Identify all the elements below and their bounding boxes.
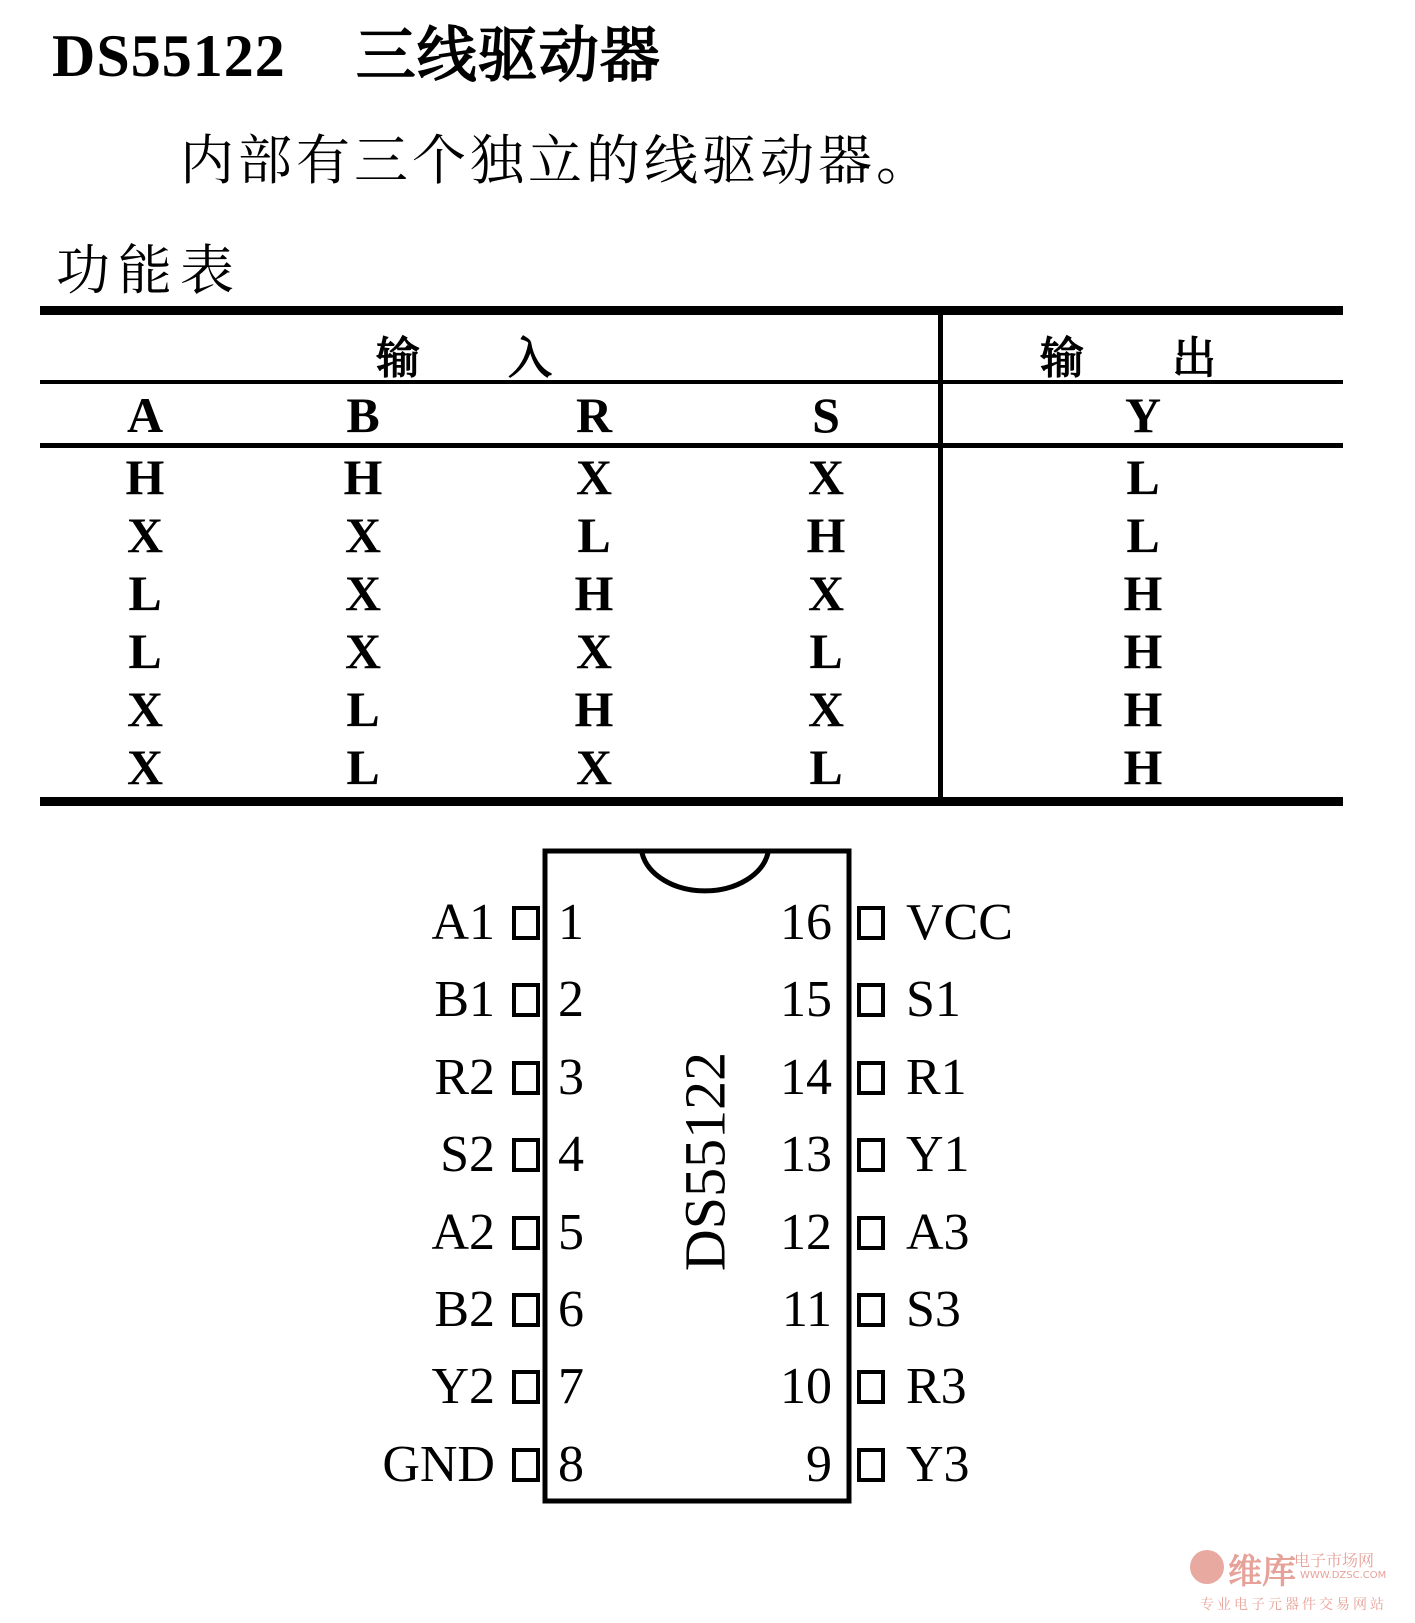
- pin-pad: [512, 1138, 540, 1172]
- pin-label: GND: [382, 1435, 495, 1493]
- table-cell: L: [346, 739, 380, 795]
- pin-label: S3: [906, 1281, 961, 1338]
- table-cell: H: [125, 449, 165, 505]
- pin-number: 14: [780, 1048, 832, 1106]
- table-cell: H: [1123, 623, 1163, 679]
- table-cell: X: [575, 739, 613, 795]
- table-cell: X: [344, 623, 382, 679]
- pin-label: A3: [906, 1203, 970, 1261]
- function-table-title: 功能表: [56, 239, 242, 302]
- table-cell: X: [126, 507, 164, 563]
- pin-number: 13: [780, 1126, 832, 1184]
- table-cell: X: [807, 681, 845, 737]
- table-cell: X: [575, 623, 613, 679]
- logo-icon: [1190, 1550, 1224, 1584]
- pin-number: 12: [780, 1203, 832, 1261]
- chip-label: DS55122: [672, 1051, 738, 1272]
- pin-number: 15: [780, 971, 832, 1029]
- pin-label: R1: [906, 1048, 967, 1106]
- pin1-notch: [642, 853, 768, 891]
- pin-pad: [512, 906, 540, 940]
- input-group-header: 输 入: [376, 333, 552, 384]
- table-cell: H: [1123, 739, 1163, 795]
- pin-pad: [857, 1061, 885, 1095]
- table-cell: X: [344, 565, 382, 621]
- pin-label: R3: [906, 1358, 967, 1416]
- pin-pad: [857, 1370, 885, 1404]
- table-cell: X: [807, 565, 845, 621]
- pin-pad: [512, 1370, 540, 1404]
- column-header-s: S: [812, 387, 840, 443]
- pin-label: B1: [434, 971, 495, 1029]
- pin-pad: [857, 1216, 885, 1250]
- table-cell: L: [809, 623, 843, 679]
- pin-number: 2: [558, 971, 584, 1029]
- column-header-b: B: [346, 387, 380, 443]
- pin-pad: [512, 1216, 540, 1250]
- logo-brand: 维库: [1228, 1552, 1296, 1592]
- table-cell: X: [126, 681, 164, 737]
- pin-number: 3: [558, 1048, 584, 1106]
- table-cell: L: [809, 739, 843, 795]
- description: 内部有三个独立的线驱动器。: [180, 129, 934, 192]
- table-cell: H: [574, 681, 614, 737]
- pin-pad: [512, 1448, 540, 1482]
- pin-pad: [512, 983, 540, 1017]
- pin-label: A1: [431, 894, 495, 951]
- table-cell: H: [1123, 565, 1163, 621]
- table-cell: L: [1126, 449, 1160, 505]
- logo-slogan: 专业电子元器件交易网站: [1200, 1597, 1387, 1613]
- column-header-y: Y: [1124, 387, 1162, 443]
- pin-label: Y2: [431, 1358, 495, 1416]
- table-cell: L: [1126, 507, 1160, 563]
- table-cell: H: [574, 565, 614, 621]
- part-name: 三线驱动器: [355, 21, 661, 91]
- output-group-header: 输 出: [1040, 333, 1216, 384]
- pin-pad: [512, 1061, 540, 1095]
- pin-number: 6: [558, 1281, 584, 1338]
- pin-label: VCC: [906, 894, 1013, 951]
- table-cell: L: [128, 623, 162, 679]
- column-header-r: R: [575, 387, 613, 443]
- pin-pad: [512, 1293, 540, 1327]
- watermark-logo: [1190, 1548, 1410, 1618]
- pin-number: 9: [806, 1435, 832, 1493]
- table-cell: X: [807, 449, 845, 505]
- table-cell: H: [1123, 681, 1163, 737]
- table-cell: H: [343, 449, 383, 505]
- pin-label: A2: [431, 1203, 495, 1261]
- pin-pad: [857, 906, 885, 940]
- pin-number: 7: [558, 1358, 584, 1416]
- pin-pad: [857, 983, 885, 1017]
- table-cell: X: [575, 449, 613, 505]
- table-cell: X: [126, 739, 164, 795]
- table-cell: H: [806, 507, 846, 563]
- pin-number: 11: [781, 1281, 832, 1338]
- pin-label: R2: [434, 1048, 495, 1106]
- pin-label: Y3: [906, 1435, 970, 1493]
- table-cell: L: [128, 565, 162, 621]
- pin-number: 5: [558, 1203, 584, 1261]
- pin-number: 4: [558, 1126, 584, 1184]
- logo-subtitle: 电子市场网: [1294, 1551, 1375, 1570]
- pin-number: 10: [780, 1358, 832, 1416]
- table-cell: L: [577, 507, 611, 563]
- pin-pad: [857, 1293, 885, 1327]
- table-cell: X: [344, 507, 382, 563]
- part-number: DS55122: [52, 23, 286, 89]
- pin-label: Y1: [906, 1126, 970, 1184]
- pin-label: S2: [440, 1126, 495, 1184]
- pin-number: 16: [780, 894, 832, 951]
- pin-pad: [857, 1448, 885, 1482]
- pin-number: 1: [558, 894, 584, 951]
- pin-label: S1: [906, 971, 961, 1029]
- logo-url: WWW.DZSC.COM: [1300, 1570, 1387, 1581]
- column-header-a: A: [126, 387, 164, 443]
- table-cell: L: [346, 681, 380, 737]
- pin-pad: [857, 1138, 885, 1172]
- pin-number: 8: [558, 1435, 584, 1493]
- pin-label: B2: [434, 1281, 495, 1338]
